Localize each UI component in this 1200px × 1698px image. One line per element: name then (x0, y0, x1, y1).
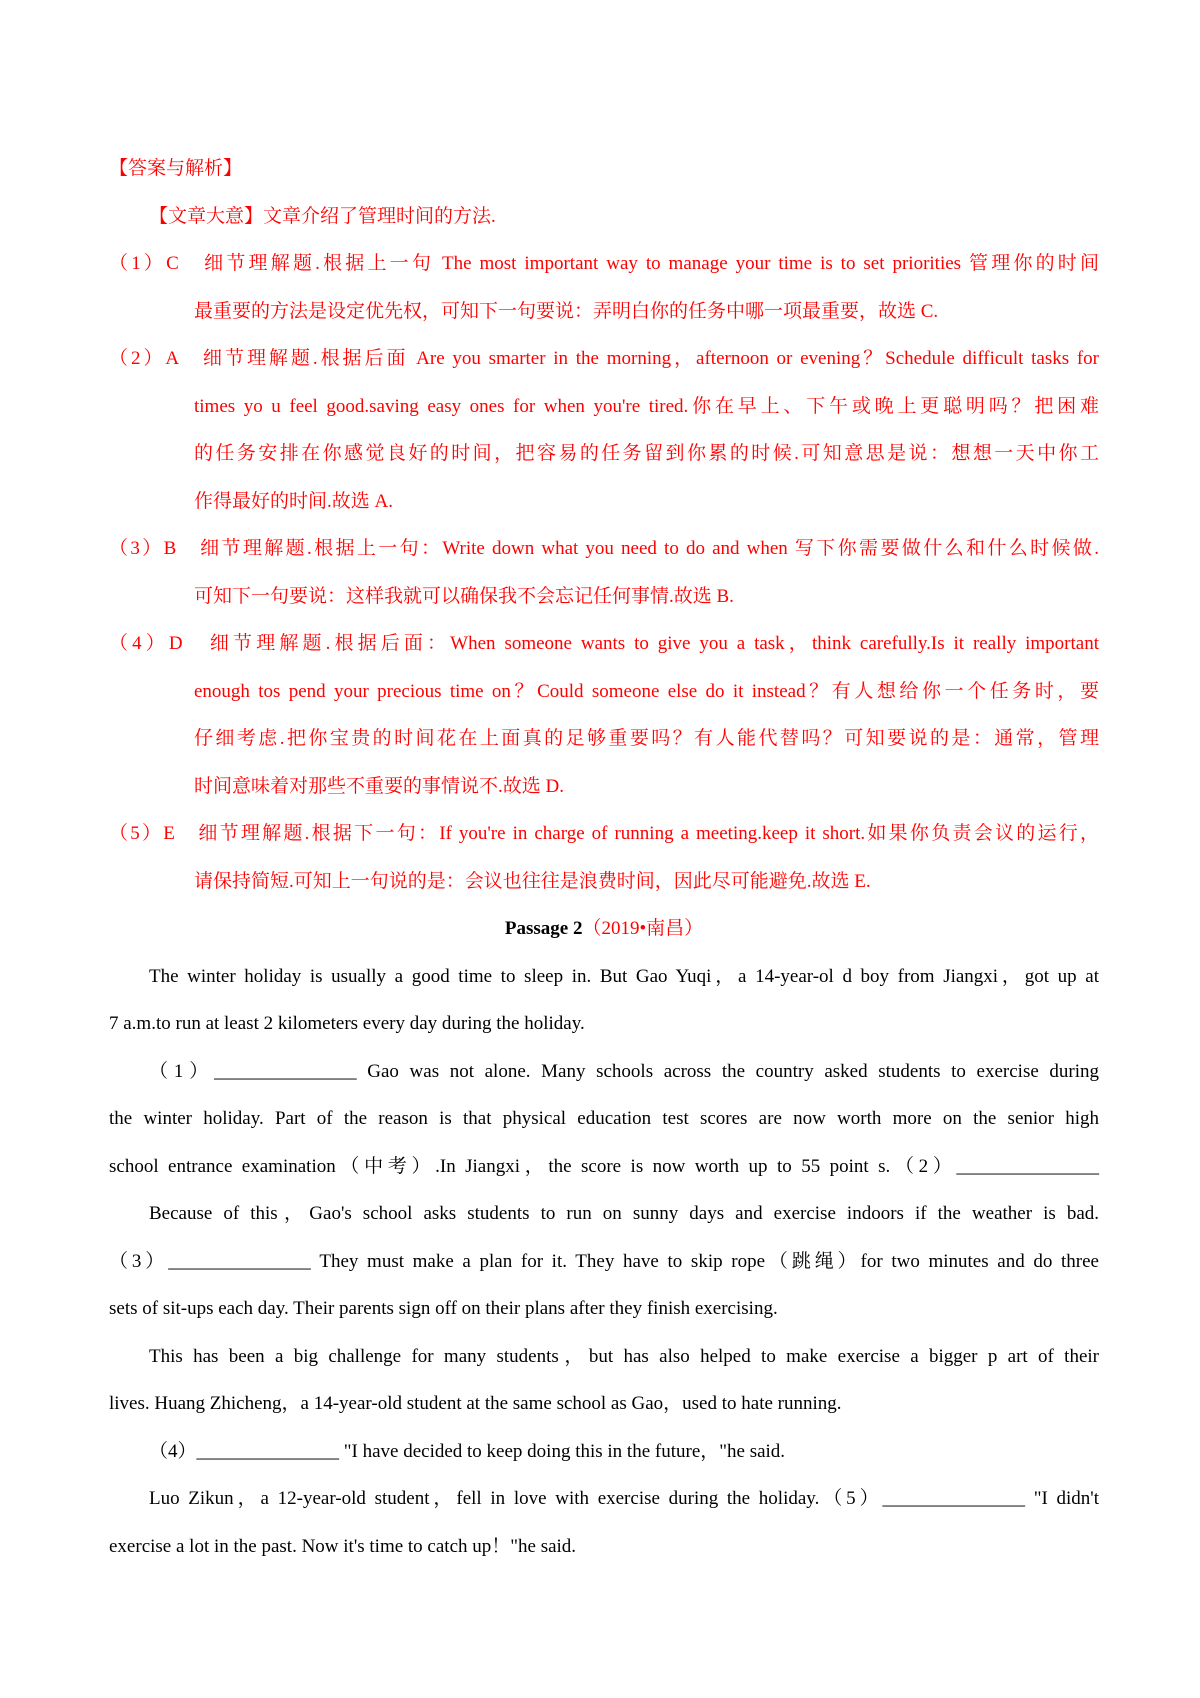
answer-1-line-2: 最重要的方法是设定优先权，可知下一句要说：弄明白你的任务中哪一项最重要，故选 C. (194, 300, 939, 322)
answer-3-line-1: （3）B 细节理解题.根据上一句：Write down what you need to do and when 写下你需要做什么和什么时候做. (109, 538, 1099, 559)
passage-line-4: the winter holiday. Part of the reason is that physical education test scores are now worth more on the senior high (109, 1108, 1099, 1129)
answer-2-line-2: times yo u feel good.saving easy ones for when you're tired.你在早上、下午或晚上更聪明吗？把困难 (194, 395, 1099, 417)
passage-line-5: school entrance examination（中考）.In Jiangxi，the score is now worth up to 55 point s.（2）_______________ (109, 1155, 1099, 1177)
answer-4-line-2: enough tos pend your precious time on？Could someone else do it instead？有人想给你一个任务时，要 (194, 680, 1099, 702)
passage-line-6: Because of this，Gao's school asks students to run on sunny days and exercise indoors if the weather is bad. (149, 1203, 1099, 1224)
passage-line-12: Luo Zikun，a 12-year-old student，fell in love with exercise during the holiday.（5）_______________ "I didn't (149, 1488, 1099, 1509)
passage-title-text: Passage 2 (504, 918, 583, 939)
passage-line-2: 7 a.m.to run at least 2 kilometers every day during the holiday. (109, 1013, 585, 1034)
answer-4-line-1: （4）D 细节理解题.根据后面：When someone wants to give you a task，think carefully.Is it really important (109, 633, 1099, 654)
passage-line-13: exercise a lot in the past. Now it's time to catch up！"he said. (109, 1535, 577, 1557)
passage-line-3: （1）_______________ Gao was not alone. Many schools across the country asked students to exercise during (149, 1060, 1099, 1082)
passage-line-7: （3）_______________ They must make a plan for it. They have to skip rope（跳绳）for two minutes and do three (109, 1250, 1099, 1272)
document-content (109, 145, 1099, 1570)
passage-line-10: lives. Huang Zhicheng，a 14-year-old student at the same school as Gao，used to hate running. (109, 1393, 842, 1414)
passage-source: （2019•南昌） (582, 918, 704, 939)
answer-2-line-1: （2）A 细节理解题.根据后面 Are you smarter in the morning，afternoon or evening？Schedule difficult tasks for (109, 348, 1099, 369)
article-summary: 【文章大意】文章介绍了管理时间的方法. (149, 205, 496, 227)
passage-line-1: The winter holiday is usually a good time to sleep in. But Gao Yuqi，a 14-year-ol d boy from Jiangxi，got up at (149, 965, 1099, 987)
answer-1-line-1: （1）C 细节理解题.根据上一句 The most important way to manage your time is to set priorities 管理你的时间 (109, 253, 1099, 274)
answer-5-line-2: 请保持简短.可知上一句说的是：会议也往往是浪费时间，因此尽可能避免.故选 E. (194, 870, 871, 892)
answer-2-line-4: 作得最好的时间.故选 A. (194, 490, 393, 512)
passage-title (109, 905, 1099, 953)
answer-5-line-1: （5）E 细节理解题.根据下一句：If you're in charge of running a meeting.keep it short.如果你负责会议的运行， (109, 823, 1099, 844)
passage-line-8: sets of sit-ups each day. Their parents sign off on their plans after they finish exercising. (109, 1298, 778, 1319)
answer-3-line-2: 可知下一句要说：这样我就可以确保我不会忘记任何事情.故选 B. (194, 585, 734, 607)
passage-line-11: （4）_______________ "I have decided to keep doing this in the future，"he said. (149, 1440, 786, 1462)
passage-line-9: This has been a big challenge for many students，but has also helped to make exercise a bigger p art of their (149, 1345, 1099, 1367)
answer-4-line-3: 仔细考虑.把你宝贵的时间花在上面真的足够重要吗？有人能代替吗？可知要说的是：通常，管理 (194, 728, 1099, 749)
answer-4-line-4: 时间意味着对那些不重要的事情说不.故选 D. (194, 775, 564, 797)
answer-heading: 【答案与解析】 (109, 158, 243, 179)
answer-2-line-3: 的任务安排在你感觉良好的时间，把容易的任务留到你累的时候.可知意思是说：想想一天中你工 (194, 443, 1099, 464)
